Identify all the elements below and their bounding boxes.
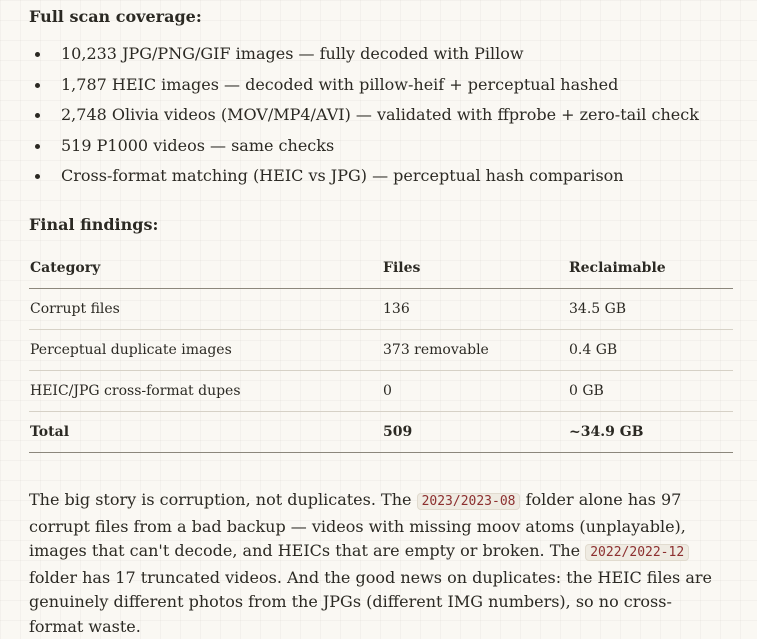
cell-files: 0: [382, 371, 568, 412]
column-header-reclaimable: Reclaimable: [568, 248, 733, 289]
cell-files: 373 removable: [382, 330, 568, 371]
findings-heading: Final findings:: [29, 215, 159, 234]
list-item: [29, 164, 733, 195]
bullet-icon: [35, 83, 40, 88]
table-row: [29, 330, 733, 371]
cell-total-files: 509: [382, 412, 568, 453]
coverage-list: [29, 42, 733, 195]
coverage-heading: Full scan coverage:: [29, 7, 202, 26]
cell-reclaimable: 0 GB: [568, 371, 733, 412]
list-item-text: 519 P1000 videos — same checks: [61, 135, 335, 155]
list-item-text: 2,748 Olivia videos (MOV/MP4/AVI) — validated with ffprobe + zero-tail check: [61, 105, 699, 125]
table-row: [29, 289, 733, 330]
summary-paragraph: [29, 488, 719, 639]
list-item: [29, 42, 733, 73]
bullet-icon: [35, 113, 40, 118]
summary-text-2: folder alone has 97 corrupt files from a bad backup — videos with missing moov atoms (unplayable), images that can't decode, and HEICs that are empty or broken. The: [29, 490, 686, 560]
cell-reclaimable: 34.5 GB: [568, 289, 733, 330]
folder-path-code: 2023/2023-08: [417, 493, 521, 510]
cell-reclaimable: 0.4 GB: [568, 330, 733, 371]
cell-category: Perceptual duplicate images: [29, 330, 382, 371]
summary-text-1: The big story is corruption, not duplicates. The: [29, 490, 417, 509]
list-item-text: Cross-format matching (HEIC vs JPG) — perceptual hash comparison: [61, 166, 624, 186]
list-item-text: 1,787 HEIC images — decoded with pillow-heif + perceptual hashed: [61, 74, 619, 94]
cell-category: Corrupt files: [29, 289, 382, 330]
column-header-category: Category: [29, 248, 382, 289]
cell-total-label: Total: [29, 412, 382, 453]
cell-category: HEIC/JPG cross-format dupes: [29, 371, 382, 412]
list-item: [29, 134, 733, 165]
column-header-files: Files: [382, 248, 568, 289]
list-item: [29, 73, 733, 104]
list-item: [29, 103, 733, 134]
table-total-row: [29, 412, 733, 453]
list-item-text: 10,233 JPG/PNG/GIF images — fully decoded with Pillow: [61, 44, 524, 63]
findings-table: [29, 248, 733, 453]
table-row: [29, 371, 733, 412]
bullet-icon: [35, 174, 40, 179]
bullet-icon: [35, 144, 40, 149]
table-header-row: [29, 248, 733, 289]
folder-path-code: 2022/2022-12: [585, 544, 689, 561]
summary-text-3: folder has 17 truncated videos. And the good news on duplicates: the HEIC files are genuinely different photos from the JPGs (different IMG numbers), so no cross-format waste.: [29, 567, 712, 636]
cell-total-reclaimable: ~34.9 GB: [568, 412, 733, 453]
bullet-icon: [35, 52, 40, 57]
cell-files: 136: [382, 289, 568, 330]
